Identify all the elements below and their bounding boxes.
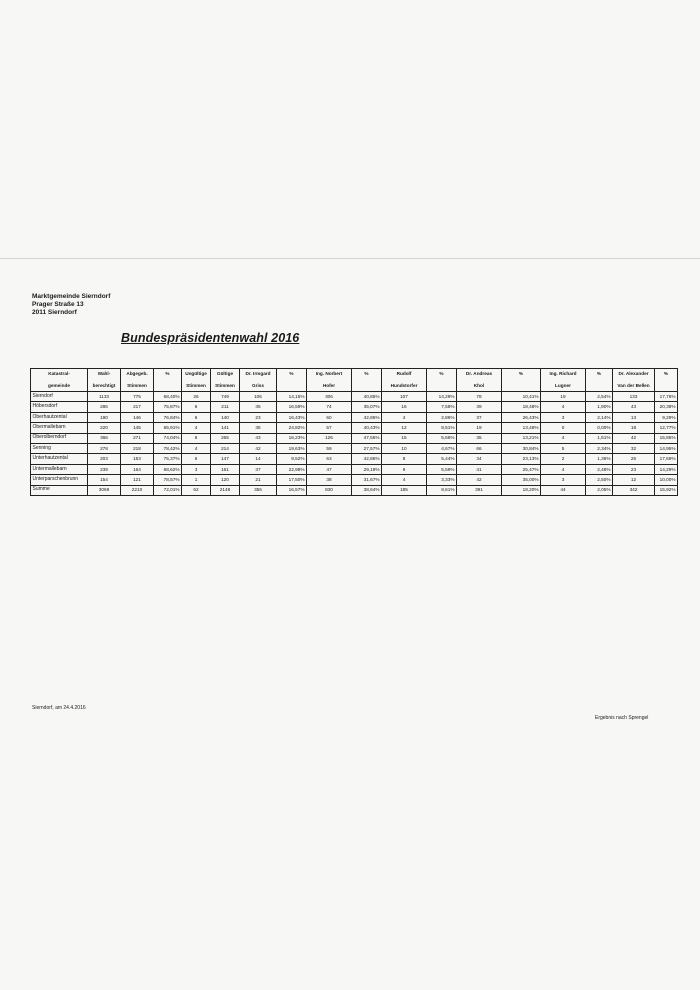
value-cell: 120: [211, 475, 240, 485]
value-cell: 2,34%: [586, 443, 613, 453]
value-cell: 76,84%: [154, 412, 182, 422]
value-cell: 4: [541, 433, 586, 443]
table-row: [31, 402, 678, 412]
column-header-top: %: [352, 369, 382, 381]
value-cell: 4: [182, 443, 211, 453]
table-header: [31, 369, 678, 392]
value-cell: 6: [182, 433, 211, 443]
value-cell: 0: [541, 423, 586, 433]
value-cell: 10,41%: [502, 392, 541, 402]
table-row: [31, 412, 678, 422]
column-header-top: Dr. Andreas: [457, 369, 502, 381]
value-cell: 12,77%: [655, 423, 678, 433]
total-row: [31, 485, 678, 495]
value-cell: 72,01%: [154, 485, 182, 495]
column-header-top: Dr. Alexander: [613, 369, 655, 381]
column-header-bottom: berechtigt: [88, 380, 121, 392]
value-cell: 265: [211, 433, 240, 443]
table-row: [31, 433, 678, 443]
value-cell: 153: [121, 454, 154, 464]
value-cell: 4,67%: [427, 443, 457, 453]
value-cell: 3069: [88, 485, 121, 495]
value-cell: 164: [121, 464, 154, 474]
municipality-cell: Oberhautzental: [31, 412, 88, 422]
scan-edge-line: [0, 258, 700, 259]
value-cell: 68,40%: [154, 392, 182, 402]
value-cell: 14: [240, 454, 277, 464]
value-cell: 19: [541, 392, 586, 402]
value-cell: 19,63%: [277, 443, 307, 453]
municipality-cell: Summe: [31, 485, 88, 495]
value-cell: 35,00%: [502, 475, 541, 485]
value-cell: 14,29%: [655, 464, 678, 474]
column-header-top: Wahl-: [88, 369, 121, 381]
value-cell: 15,92%: [655, 485, 678, 495]
value-cell: 35,07%: [352, 402, 382, 412]
column-header-top: Katastral-: [31, 369, 88, 381]
value-cell: 75,87%: [154, 402, 182, 412]
value-cell: 42,86%: [352, 412, 382, 422]
value-cell: 9: [382, 464, 427, 474]
value-cell: 38: [307, 475, 352, 485]
value-cell: 3: [541, 412, 586, 422]
column-header-top: Gültige: [211, 369, 240, 381]
value-cell: 3: [541, 475, 586, 485]
value-cell: 4: [382, 475, 427, 485]
value-cell: 286: [88, 402, 121, 412]
value-cell: 26: [182, 392, 211, 402]
municipality-cell: Sierndorf: [31, 392, 88, 402]
value-cell: 17,50%: [277, 475, 307, 485]
value-cell: 13: [613, 412, 655, 422]
value-cell: 126: [307, 433, 352, 443]
column-header-bottom: [502, 380, 541, 392]
value-cell: 37: [240, 464, 277, 474]
column-header-top: %: [277, 369, 307, 381]
value-cell: 47: [307, 464, 352, 474]
column-header-top: Rudolf: [382, 369, 427, 381]
column-header-top: %: [655, 369, 678, 381]
value-cell: 1,36%: [586, 454, 613, 464]
value-cell: 78,57%: [154, 475, 182, 485]
value-cell: 217: [121, 402, 154, 412]
value-cell: 43: [240, 433, 277, 443]
value-cell: 6: [182, 402, 211, 412]
value-cell: 7,58%: [427, 402, 457, 412]
address-line-2: Prager Straße 13: [32, 301, 84, 308]
value-cell: 14,15%: [277, 392, 307, 402]
column-header-bottom: Stimmen: [211, 380, 240, 392]
value-cell: 12: [382, 423, 427, 433]
value-cell: 342: [613, 485, 655, 495]
value-cell: 190: [88, 412, 121, 422]
value-cell: 161: [211, 464, 240, 474]
column-header-bottom: gemeinde: [31, 380, 88, 392]
value-cell: 4: [541, 464, 586, 474]
value-cell: 39: [457, 402, 502, 412]
value-cell: 6: [182, 454, 211, 464]
column-header-bottom: [352, 380, 382, 392]
value-cell: 20,38%: [655, 402, 678, 412]
value-cell: 2,54%: [586, 392, 613, 402]
value-cell: 13,21%: [502, 433, 541, 443]
value-cell: 16,43%: [277, 412, 307, 422]
value-cell: 271: [121, 433, 154, 443]
value-cell: 16,57%: [277, 485, 307, 495]
column-header-top: %: [427, 369, 457, 381]
column-header-bottom: Hundstorfer: [382, 380, 427, 392]
table-row: [31, 475, 678, 485]
value-cell: 75,37%: [154, 454, 182, 464]
column-header-top: %: [502, 369, 541, 381]
value-cell: 749: [211, 392, 240, 402]
value-cell: 23: [240, 412, 277, 422]
column-header-top: %: [586, 369, 613, 381]
value-cell: 220: [88, 423, 121, 433]
value-cell: 66: [457, 443, 502, 453]
value-cell: 12: [613, 475, 655, 485]
value-cell: 38,64%: [352, 485, 382, 495]
value-cell: 154: [88, 475, 121, 485]
value-cell: 2,48%: [586, 464, 613, 474]
value-cell: 9,52%: [277, 454, 307, 464]
place-and-date: Sierndorf, am 24.4.2016: [32, 705, 86, 711]
value-cell: 17,69%: [655, 454, 678, 464]
municipality-cell: Unterhautzental: [31, 454, 88, 464]
value-cell: 2,14%: [586, 412, 613, 422]
value-cell: 35: [457, 433, 502, 443]
column-header-bottom: Van der Bellen: [613, 380, 655, 392]
municipality-cell: Obermallebarn: [31, 423, 88, 433]
value-cell: 10: [382, 443, 427, 453]
value-cell: 366: [88, 433, 121, 443]
value-cell: 14,29%: [427, 392, 457, 402]
table-row: [31, 454, 678, 464]
value-cell: 15: [382, 433, 427, 443]
value-cell: 57: [307, 423, 352, 433]
document-title: Bundespräsidentenwahl 2016: [121, 331, 300, 345]
value-cell: 78,42%: [154, 443, 182, 453]
header-row-bottom: [31, 380, 678, 392]
value-cell: 8,51%: [427, 423, 457, 433]
value-cell: 63: [307, 454, 352, 464]
value-cell: 3,33%: [427, 475, 457, 485]
value-cell: 10,00%: [655, 475, 678, 485]
value-cell: 1,90%: [586, 402, 613, 412]
value-cell: 14,95%: [655, 443, 678, 453]
value-cell: 278: [88, 443, 121, 453]
value-cell: 203: [88, 454, 121, 464]
value-cell: 145: [121, 423, 154, 433]
table-row: [31, 423, 678, 433]
value-cell: 141: [211, 423, 240, 433]
value-cell: 1,51%: [586, 433, 613, 443]
value-cell: 4: [182, 423, 211, 433]
value-cell: 40,85%: [352, 392, 382, 402]
value-cell: 106: [240, 392, 277, 402]
value-cell: 6: [182, 412, 211, 422]
value-cell: 13,48%: [502, 423, 541, 433]
value-cell: 18,48%: [502, 402, 541, 412]
value-cell: 35: [240, 423, 277, 433]
column-header-bottom: Lugner: [541, 380, 586, 392]
value-cell: 27,57%: [352, 443, 382, 453]
value-cell: 146: [121, 412, 154, 422]
municipality-cell: Oberolberndorf: [31, 433, 88, 443]
value-cell: 4: [382, 412, 427, 422]
column-header-top: %: [154, 369, 182, 381]
table-row: [31, 464, 678, 474]
column-header-top: Ing. Norbert: [307, 369, 352, 381]
value-cell: 16,23%: [277, 433, 307, 443]
address-line-3: 2011 Sierndorf: [32, 309, 77, 316]
value-cell: 23: [613, 464, 655, 474]
value-cell: 18: [613, 423, 655, 433]
column-header-bottom: Stimmen: [182, 380, 211, 392]
column-header-bottom: Stimmen: [121, 380, 154, 392]
value-cell: 42: [457, 475, 502, 485]
municipality-cell: Höbersdorf: [31, 402, 88, 412]
column-header-top: Abgegeb.: [121, 369, 154, 381]
value-cell: 3: [182, 464, 211, 474]
value-cell: 8: [382, 454, 427, 464]
value-cell: 29,19%: [352, 464, 382, 474]
value-cell: 25,47%: [502, 464, 541, 474]
value-cell: 218: [121, 443, 154, 453]
value-cell: 40,43%: [352, 423, 382, 433]
value-cell: 15,85%: [655, 433, 678, 443]
value-cell: 62: [182, 485, 211, 495]
value-cell: 1: [182, 475, 211, 485]
value-cell: 2,50%: [586, 475, 613, 485]
value-cell: 35: [240, 402, 277, 412]
value-cell: 5,66%: [427, 433, 457, 443]
value-cell: 74,04%: [154, 433, 182, 443]
value-cell: 42: [240, 443, 277, 453]
value-cell: 31,67%: [352, 475, 382, 485]
address-line-1: Marktgemeinde Sierndorf: [32, 293, 111, 300]
column-header-top: Dr. Irmgard: [240, 369, 277, 381]
value-cell: 47,55%: [352, 433, 382, 443]
value-cell: 32: [613, 443, 655, 453]
value-cell: 2,86%: [427, 412, 457, 422]
value-cell: 34: [457, 454, 502, 464]
value-cell: 391: [457, 485, 502, 495]
municipality-cell: Untermallebarn: [31, 464, 88, 474]
value-cell: 16: [382, 402, 427, 412]
value-cell: 211: [211, 402, 240, 412]
value-cell: 26: [613, 454, 655, 464]
value-cell: 9,29%: [655, 412, 678, 422]
value-cell: 8,61%: [427, 485, 457, 495]
column-header-bottom: [277, 380, 307, 392]
sender-address: [32, 293, 110, 317]
value-cell: 19: [457, 423, 502, 433]
value-cell: 2210: [121, 485, 154, 495]
value-cell: 23,13%: [502, 454, 541, 464]
value-cell: 133: [613, 392, 655, 402]
value-cell: 107: [382, 392, 427, 402]
value-cell: 4: [541, 402, 586, 412]
value-cell: 5,44%: [427, 454, 457, 464]
value-cell: 1133: [88, 392, 121, 402]
value-cell: 16,59%: [277, 402, 307, 412]
table-body: [31, 392, 678, 496]
column-header-bottom: Griss: [240, 380, 277, 392]
value-cell: 214: [211, 443, 240, 453]
value-cell: 2,05%: [586, 485, 613, 495]
header-row-top: [31, 369, 678, 381]
value-cell: 22,98%: [277, 464, 307, 474]
value-cell: 147: [211, 454, 240, 464]
value-cell: 306: [307, 392, 352, 402]
value-cell: 830: [307, 485, 352, 495]
value-cell: 24,82%: [277, 423, 307, 433]
column-header-bottom: Hofer: [307, 380, 352, 392]
value-cell: 78: [457, 392, 502, 402]
value-cell: 356: [240, 485, 277, 495]
value-cell: 185: [382, 485, 427, 495]
value-cell: 44: [541, 485, 586, 495]
value-cell: 2: [541, 454, 586, 464]
column-header-top: Ing. Richard: [541, 369, 586, 381]
value-cell: 18,20%: [502, 485, 541, 495]
value-cell: 37: [457, 412, 502, 422]
value-cell: 5: [541, 443, 586, 453]
value-cell: 68,62%: [154, 464, 182, 474]
value-cell: 2148: [211, 485, 240, 495]
value-cell: 43: [613, 402, 655, 412]
column-header-bottom: [154, 380, 182, 392]
value-cell: 5,59%: [427, 464, 457, 474]
column-header-bottom: [655, 380, 678, 392]
table-row: [31, 443, 678, 453]
column-header-bottom: [586, 380, 613, 392]
value-cell: 59: [307, 443, 352, 453]
value-cell: 41: [457, 464, 502, 474]
value-cell: 65,91%: [154, 423, 182, 433]
value-cell: 140: [211, 412, 240, 422]
election-results-table: [30, 368, 678, 496]
value-cell: 775: [121, 392, 154, 402]
value-cell: 21: [240, 475, 277, 485]
value-cell: 0,00%: [586, 423, 613, 433]
value-cell: 26,43%: [502, 412, 541, 422]
municipality-cell: Unterparschenbrunn: [31, 475, 88, 485]
result-footnote: Ergebnis nach Sprengel: [595, 715, 649, 721]
column-header-bottom: [427, 380, 457, 392]
table-row: [31, 392, 678, 402]
column-header-top: Ungültige: [182, 369, 211, 381]
value-cell: 17,76%: [655, 392, 678, 402]
value-cell: 42: [613, 433, 655, 443]
value-cell: 60: [307, 412, 352, 422]
municipality-cell: Senning: [31, 443, 88, 453]
value-cell: 30,84%: [502, 443, 541, 453]
column-header-bottom: Khol: [457, 380, 502, 392]
value-cell: 239: [88, 464, 121, 474]
value-cell: 74: [307, 402, 352, 412]
value-cell: 121: [121, 475, 154, 485]
value-cell: 42,86%: [352, 454, 382, 464]
